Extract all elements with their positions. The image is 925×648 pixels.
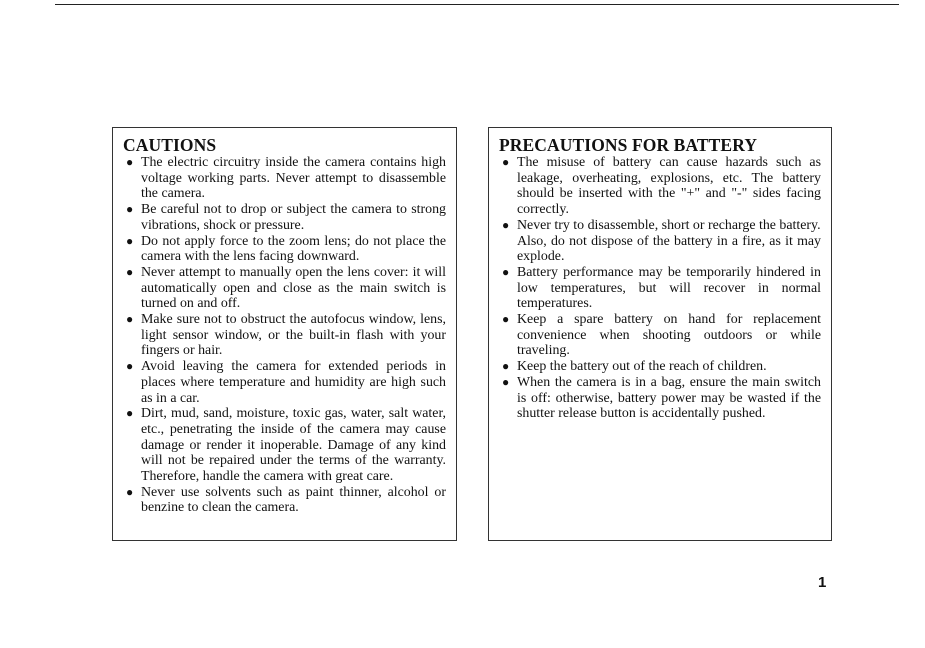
list-item-text: Never attempt to manually open the lens cover: it will automatically open and close as the main switch is turned on and off. [141,264,446,312]
list-item [498,155,821,218]
list-item-text: Never use solvents such as paint thinner, alcohol or benzine to clean the camera. [141,484,446,516]
bullet-icon: ● [126,484,134,499]
battery-heading: PRECAUTIONS FOR BATTERY [499,135,758,155]
cautions-box [112,127,457,541]
battery-box [488,127,832,541]
list-item [498,375,821,422]
list-item [122,485,446,516]
list-item-text: Keep the battery out of the reach of children. [517,359,767,375]
list-item [122,312,446,359]
list-item [122,359,446,406]
page-number: 1 [818,574,827,591]
list-item [498,265,821,312]
bullet-icon: ● [502,264,510,279]
list-item [498,218,821,265]
list-item-text: Never try to disassemble, short or recharge the battery. Also, do not dispose of the battery in a fire, as it may explode. [517,217,821,265]
list-item [122,406,446,485]
bullet-icon: ● [126,359,134,374]
bullet-icon: ● [126,233,134,248]
cautions-heading: CAUTIONS [123,135,217,155]
list-item [122,155,446,202]
list-item [498,312,821,359]
list-item-text: The misuse of battery can cause hazards such as leakage, overheating, explosions, etc. The battery should be inserted with the "+" and "-" sides facing correctly. [517,155,821,218]
list-item-text: The electric circuitry inside the camera contains high voltage working parts. Never attempt to disassemble the camera. [141,155,446,202]
list-item [122,265,446,312]
bullet-icon: ● [126,202,134,217]
bullet-icon: ● [126,406,134,421]
list-item-text: When the camera is in a bag, ensure the main switch is off: otherwise, battery power may be wasted if the shutter release button is accidentally pushed. [517,374,821,422]
top-rule [55,4,899,5]
bullet-icon: ● [126,312,134,327]
cautions-list [122,155,446,516]
list-item [122,234,446,265]
bullet-icon: ● [126,264,134,279]
list-item-text: Do not apply force to the zoom lens; do not place the camera with the lens facing downward. [141,233,446,265]
battery-list [498,155,821,422]
bullet-icon: ● [502,374,510,389]
bullet-icon: ● [502,155,510,169]
bullet-icon: ● [502,359,510,374]
list-item [122,202,446,233]
list-item-text: Avoid leaving the camera for extended periods in places where temperature and humidity are high such as in a car. [141,359,446,406]
bullet-icon: ● [502,217,510,232]
bullet-icon: ● [126,155,134,169]
list-item [498,359,821,375]
list-item-text: Battery performance may be temporarily hindered in low temperatures, but will recover in normal temperatures. [517,264,821,312]
list-item-text: Make sure not to obstruct the autofocus window, lens, light sensor window, or the built-in flash with your fingers or hair. [141,312,446,359]
list-item-text: Dirt, mud, sand, moisture, toxic gas, water, salt water, etc., penetrating the inside of the camera may cause damage or render it inoperable. Damage of any kind will not be repaired under the terms of the warranty. Therefore, handle the camera with great care. [141,406,446,485]
bullet-icon: ● [502,312,510,327]
list-item-text: Be careful not to drop or subject the camera to strong vibrations, shock or pressure. [141,202,446,233]
list-item-text: Keep a spare battery on hand for replacement convenience when shooting outdoors or while traveling. [517,312,821,359]
